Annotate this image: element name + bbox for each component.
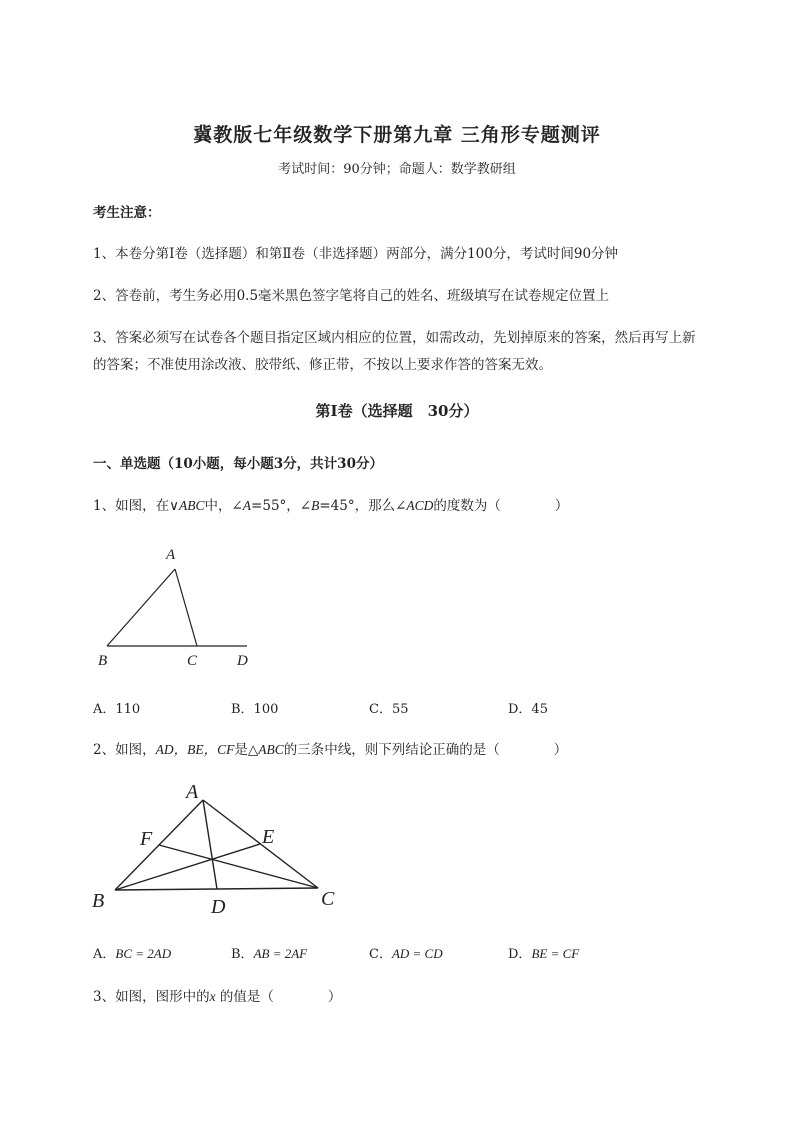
- q1-label-c: C: [187, 653, 198, 669]
- exam-subtitle: 考试时间：90分钟；命题人：数学教研组: [278, 162, 516, 177]
- q2-triangle: ABC: [258, 742, 284, 757]
- q2-mid: 是△: [234, 742, 259, 758]
- q2-label-a: A: [186, 781, 199, 803]
- q2-prefix: 2、如图，: [93, 742, 156, 758]
- part-heading: 一、单选题（10小题，每小题3分，共计30分）: [93, 456, 383, 472]
- q1-angle-acd: ∠ACD: [395, 498, 434, 513]
- notice-item-3: 3、答案必须写在试卷各个题目指定区域内相应的位置，如需改动，先划掉原来的答案，然后再写上新: [93, 330, 696, 346]
- q1-value-b: =45°，那么: [319, 498, 396, 514]
- q2-option-d-letter: D．: [508, 947, 532, 962]
- q1-mid: 中，: [204, 498, 232, 514]
- q2-option-c[interactable]: [369, 943, 443, 962]
- q1-triangle: ∨ABC: [169, 498, 205, 513]
- q1-prefix: 1、如图，在: [93, 498, 170, 514]
- q2-option-b[interactable]: [231, 943, 307, 962]
- q2-option-b-expr: AB = 2AF: [253, 946, 308, 961]
- q2-option-a[interactable]: [93, 943, 171, 962]
- q2-segments: AD，BE，CF: [155, 742, 235, 757]
- notice-item-2: 2、答卷前，考生务必用0.5毫米黑色签字笔将自己的姓名、班级填写在试卷规定位置上: [93, 288, 610, 304]
- question-3: [93, 985, 341, 1005]
- q1-label-b: B: [98, 653, 108, 669]
- q2-label-e: E: [262, 826, 275, 848]
- q2-option-c-letter: C．: [369, 947, 392, 962]
- notice-item-1: 1、本卷分第I卷（选择题）和第Ⅱ卷（非选择题）两部分，满分100分，考试时间90分钟: [93, 246, 619, 262]
- q2-option-b-letter: B．: [231, 947, 254, 962]
- notice-item-3-cont: 的答案；不准使用涂改液、胶带纸、修正带，不按以上要求作答的答案无效。: [93, 357, 552, 373]
- q1-angle-a: ∠A: [231, 498, 252, 513]
- q1-suffix: 的度数为（ ）: [433, 498, 569, 514]
- q2-label-f: F: [140, 828, 153, 850]
- q3-variable: x: [209, 989, 216, 1004]
- q1-option-c[interactable]: C．55: [369, 702, 409, 717]
- q1-angle-b: ∠B: [299, 498, 320, 513]
- q2-label-c: C: [321, 888, 335, 910]
- q2-option-d-expr: BE = CF: [531, 946, 580, 961]
- q1-option-d[interactable]: D．45: [508, 702, 548, 717]
- section-title: 第I卷（选择题 30分）: [315, 402, 479, 420]
- q3-prefix: 3、如图，图形中的: [93, 989, 210, 1005]
- q1-label-d: D: [237, 653, 248, 669]
- q1-label-a: A: [166, 547, 176, 563]
- q3-suffix: 的值是（ ）: [215, 989, 342, 1005]
- q2-label-b: B: [92, 890, 105, 912]
- q2-label-d: D: [211, 896, 226, 918]
- page-title: 冀教版七年级数学下册第九章 三角形专题测评: [193, 124, 601, 146]
- q1-value-a: =55°，: [251, 498, 300, 514]
- q2-option-d[interactable]: [508, 943, 579, 962]
- q2-option-a-expr: BC = 2AD: [115, 946, 172, 961]
- q2-suffix: 的三条中线，则下列结论正确的是（ ）: [283, 742, 568, 758]
- notice-heading: 考生注意：: [93, 205, 161, 221]
- q1-option-b[interactable]: B．100: [231, 702, 279, 717]
- q2-option-a-letter: A．: [93, 947, 116, 962]
- q2-option-c-expr: AD = CD: [391, 946, 443, 961]
- q1-option-a[interactable]: A．110: [93, 702, 141, 717]
